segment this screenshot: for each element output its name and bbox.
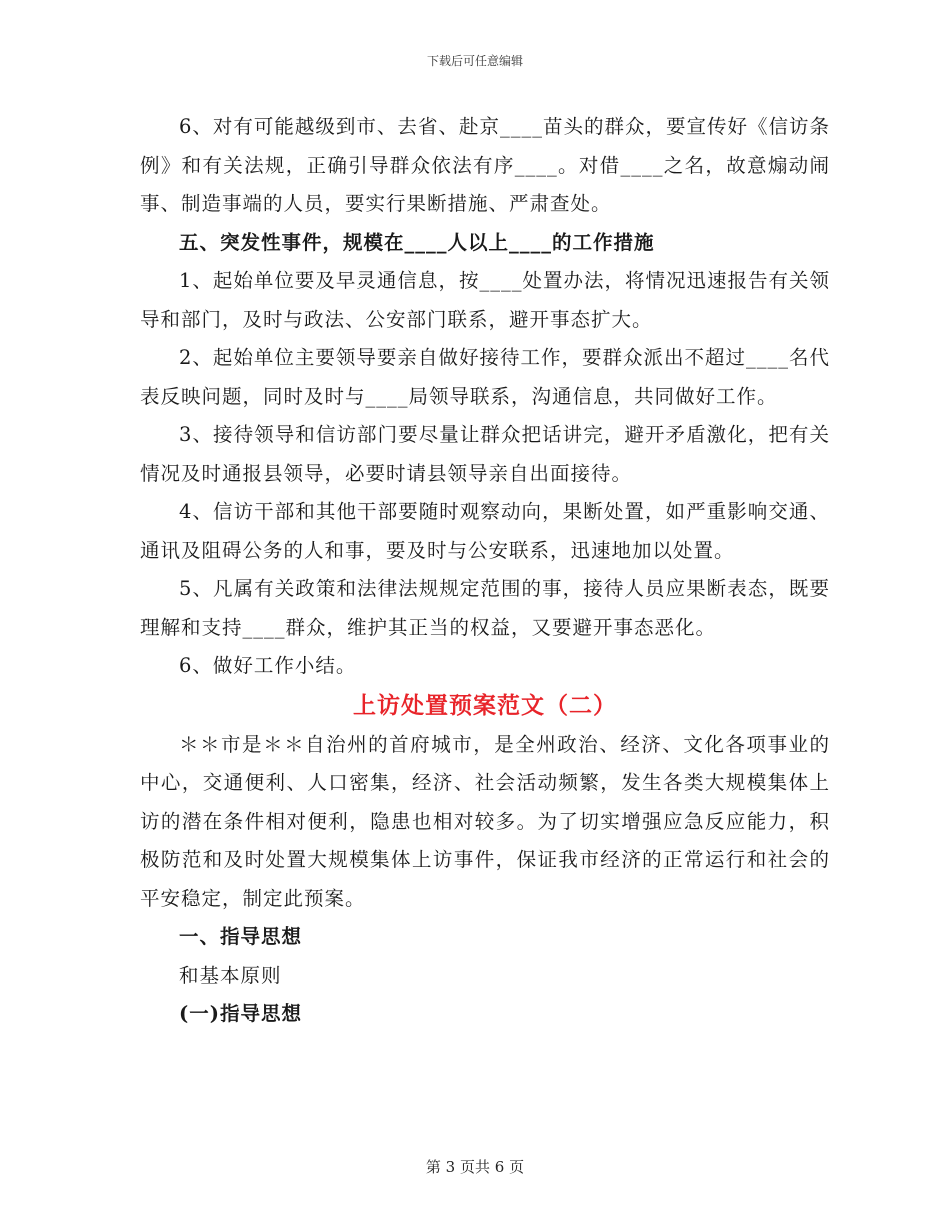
section-heading-guiding-ideology: 一、指导思想 (179, 925, 303, 948)
paragraph-item-1-report: 1、起始单位要及早灵通信息，按____处置办法，将情况迅速报告有关领导和部门，及时与政法、公安部门联系，避开事态扩大。 (140, 269, 830, 331)
paragraph-intro: ＊＊市是＊＊自治州的首府城市，是全州政治、经济、文化各项事业的中心，交通便利、人口密集，经济、社会活动频繁，发生各类大规模集体上访的潜在条件相对便利，隐患也相对较多。为了切实增强应急反应能力，积极防范和及时处置大规模集体上访事件，保证我市经济的正常运行和社会的平安稳定，制定此预案。 (140, 732, 830, 910)
paragraph-item-6-petition-guidance: 6、对有可能越级到市、去省、赴京____苗头的群众，要宣传好《信访条例》和有关法规，正确引导群众依法有序____。对借____之名，故意煽动闹事、制造事端的人员，要实行果断措施、严肃查处。 (140, 115, 830, 215)
paragraph-item-5-policy: 5、凡属有关政策和法律法规规定范围的事，接待人员应果断表态，既要理解和支持____群众，维护其正当的权益，又要避开事态恶化。 (140, 577, 830, 639)
paragraph-item-6-summary: 6、做好工作小结。 (179, 654, 357, 677)
paragraph-item-4-observe: 4、信访干部和其他干部要随时观察动向，果断处置，如严重影响交通、通讯及阻碍公务的人和事，要及时与公安联系，迅速地加以处置。 (140, 500, 830, 562)
paragraph-item-3-listen: 3、接待领导和信访部门要尽量让群众把话讲完，避开矛盾激化，把有关情况及时通报县领导，必要时请县领导亲自出面接待。 (140, 423, 830, 485)
paragraph-item-2-reception: 2、起始单位主要领导要亲自做好接待工作，要群众派出不超过____名代表反映问题，同时及时与____局领导联系，沟通信息，共同做好工作。 (140, 346, 830, 408)
document-body (140, 108, 830, 1034)
page-footer: 第 3 页共 6 页 (425, 1158, 525, 1176)
page-header: 下载后可任意编辑 (426, 54, 523, 68)
section-heading-emergency-measures: 五、突发性事件，规模在____人以上____的工作措施 (179, 230, 655, 254)
document-title-part-two: 上访处置预案范文（二） (353, 691, 617, 719)
paragraph-basic-principles: 和基本原则 (179, 963, 282, 987)
subsection-heading-guiding-ideology: (一)指导思想 (179, 1002, 302, 1025)
